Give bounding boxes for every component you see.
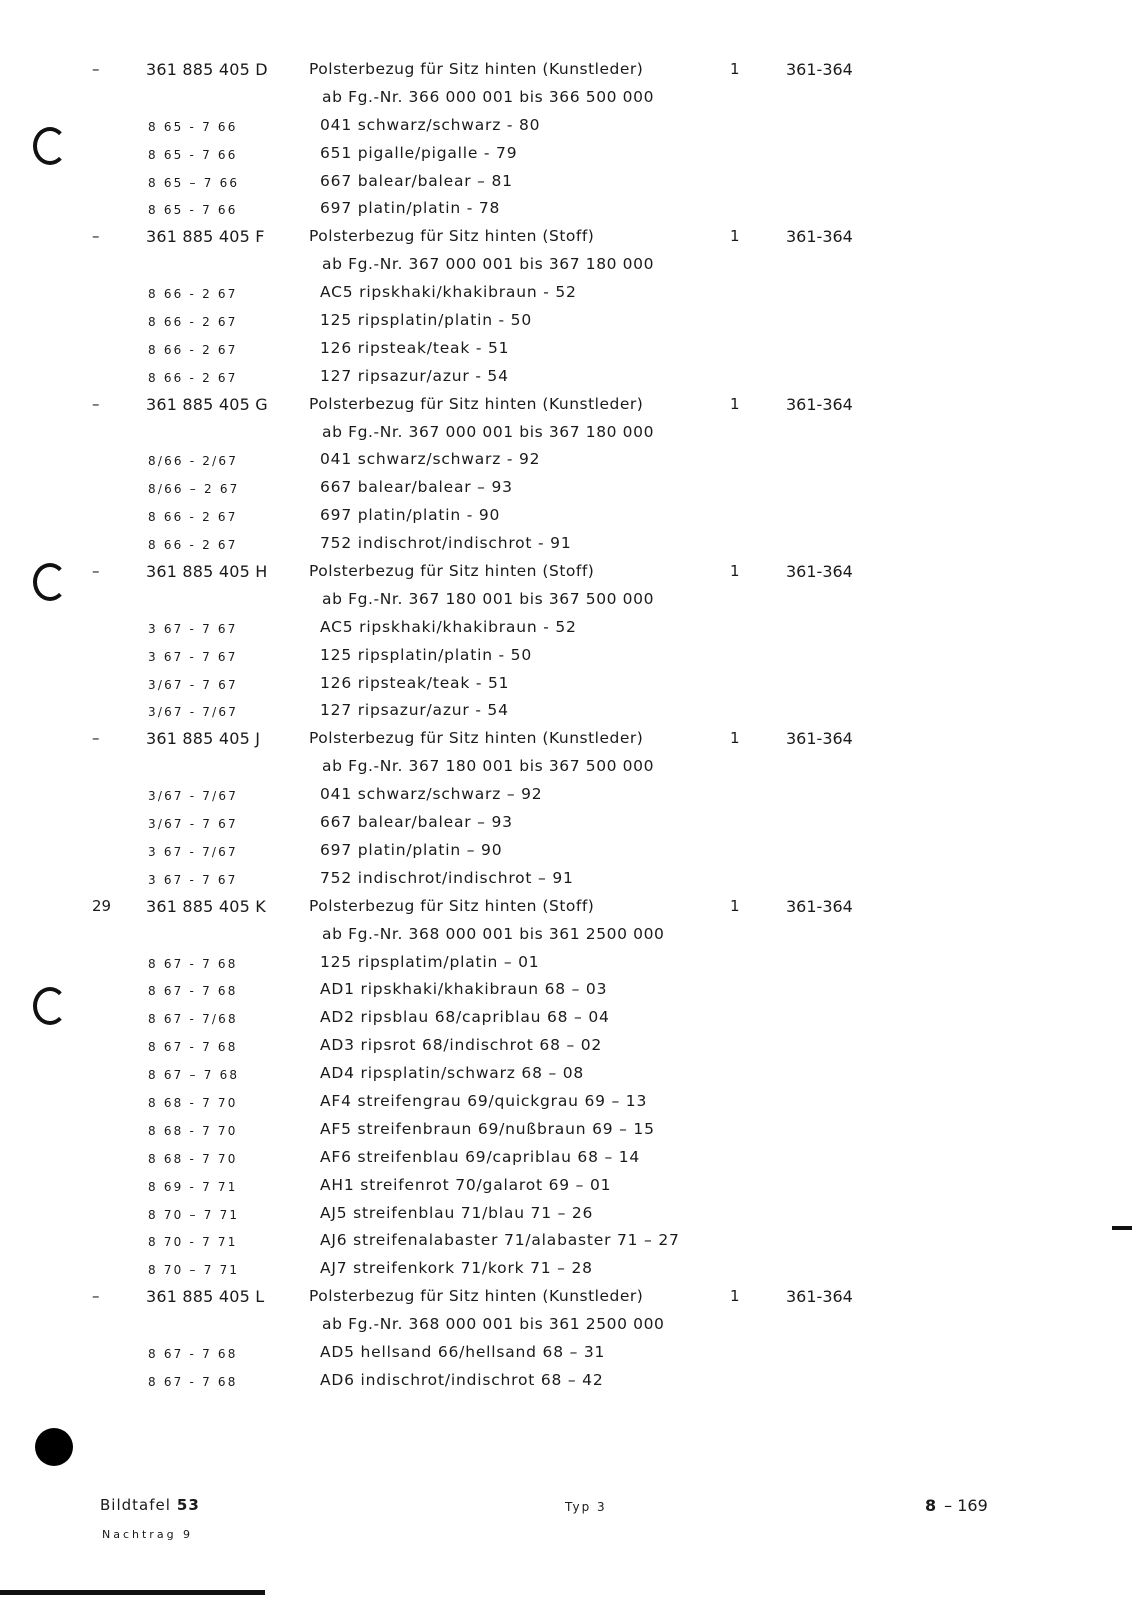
position-number: 29 [92, 896, 112, 915]
validity-date: 8 70 - 7 71 [148, 1235, 238, 1250]
quantity: 1 [730, 60, 740, 78]
color-variant: 697 platin/platin – 90 [320, 840, 503, 859]
part-number: 361 885 405 L [146, 1287, 265, 1307]
color-variant: 127 ripsazur/azur - 54 [320, 701, 509, 720]
color-variant: 041 schwarz/schwarz - 92 [320, 450, 541, 469]
chassis-range-row [0, 88, 1132, 116]
page-number [925, 1496, 988, 1515]
color-variant: AD2 ripsblau 68/capriblau 68 – 04 [320, 1008, 610, 1027]
validity-date: 3 67 - 7 67 [148, 649, 238, 664]
color-variant: AD1 ripskhaki/khakibraun 68 – 03 [320, 980, 608, 999]
color-variant-row [0, 618, 1132, 646]
validity-date: 3/67 - 7/67 [148, 789, 239, 804]
part-row [0, 729, 1132, 757]
validity-date: 8 67 - 7 68 [148, 956, 238, 971]
model-range: 361-364 [786, 60, 853, 79]
color-variant: 667 balear/balear – 93 [320, 813, 513, 832]
model-range: 361-364 [786, 394, 853, 414]
color-variant: AJ6 streifenalabaster 71/alabaster 71 – 27 [320, 1231, 680, 1250]
plate-label-text: Bildtafel [100, 1496, 171, 1514]
validity-date: 8 65 – 7 66 [148, 175, 240, 190]
color-variant: AJ7 streifenkork 71/kork 71 – 28 [320, 1259, 593, 1278]
part-description: Polsterbezug für Sitz hinten (Stoff) [309, 227, 595, 246]
color-variant-row [0, 701, 1132, 729]
quantity: 1 [730, 394, 740, 413]
color-variant: 126 ripsteak/teak - 51 [320, 673, 510, 692]
validity-date: 8/66 – 2 67 [148, 482, 240, 497]
color-variant: AC5 ripskhaki/khakibraun - 52 [320, 617, 577, 636]
color-variant-row [0, 869, 1132, 897]
color-variant-row [0, 478, 1132, 506]
chassis-range: ab Fg.-Nr. 368 000 001 bis 361 2500 000 [322, 1315, 665, 1334]
color-variant: 752 indischrot/indischrot – 91 [320, 868, 574, 887]
plate-number: 53 [176, 1496, 200, 1514]
model-range: 361-364 [786, 896, 853, 916]
position-number: – [92, 60, 100, 78]
color-variant-row [0, 813, 1132, 841]
validity-date: 8 66 - 2 67 [148, 287, 238, 302]
color-variant-row [0, 172, 1132, 200]
color-variant: AJ5 streifenblau 71/blau 71 – 26 [320, 1203, 594, 1222]
color-variant: 125 ripsplatin/platin - 50 [320, 645, 532, 664]
validity-date: 8 68 - 7 70 [148, 1151, 238, 1166]
validity-date: 3 67 - 7 67 [148, 621, 238, 636]
color-variant: 041 schwarz/schwarz - 80 [320, 115, 541, 134]
chassis-range: ab Fg.-Nr. 367 180 001 bis 367 500 000 [322, 589, 655, 608]
quantity: 1 [730, 1287, 740, 1306]
quantity: 1 [730, 227, 740, 246]
validity-date: 8 66 - 2 67 [148, 342, 238, 357]
position-number: – [92, 394, 100, 413]
chassis-range-row [0, 757, 1132, 785]
validity-date: 8 66 - 2 67 [148, 315, 238, 330]
model-range: 361-364 [786, 1287, 853, 1307]
color-variant-row [0, 367, 1132, 395]
color-variant-row [0, 953, 1132, 981]
color-variant: AF4 streifengrau 69/quickgrau 69 – 13 [320, 1091, 648, 1110]
part-description: Polsterbezug für Sitz hinten (Kunstleder) [309, 729, 644, 748]
validity-date: 8 67 - 7 68 [148, 1346, 238, 1361]
plate-label [100, 1496, 200, 1514]
part-number: 361 885 405 J [146, 729, 261, 749]
position-number: – [92, 227, 100, 246]
part-number: 361 885 405 H [146, 562, 268, 582]
validity-date: 8 67 - 7/68 [148, 1012, 238, 1027]
validity-date: 8 67 – 7 68 [148, 1068, 240, 1083]
chassis-range-row [0, 423, 1132, 451]
color-variant-row [0, 339, 1132, 367]
part-row [0, 562, 1132, 590]
chassis-range-row [0, 1315, 1132, 1343]
color-variant-row [0, 450, 1132, 478]
punch-hole-dot [35, 1428, 73, 1466]
validity-date: 3/67 - 7 67 [148, 817, 238, 832]
color-variant-row [0, 199, 1132, 227]
part-description: Polsterbezug für Sitz hinten (Stoff) [309, 562, 595, 581]
position-number: – [92, 1287, 100, 1306]
color-variant: 126 ripsteak/teak - 51 [320, 338, 510, 357]
color-variant: AH1 streifenrot 70/galarot 69 – 01 [320, 1175, 612, 1194]
part-row [0, 897, 1132, 925]
color-variant: 697 platin/platin - 90 [320, 506, 501, 525]
color-variant-row [0, 1176, 1132, 1204]
validity-date: 8 66 - 2 67 [148, 370, 238, 385]
color-variant-row [0, 785, 1132, 813]
color-variant-row [0, 646, 1132, 674]
color-variant: 127 ripsazur/azur - 54 [320, 366, 509, 385]
color-variant-row [0, 1092, 1132, 1120]
validity-date: 8 67 - 7 68 [148, 1040, 238, 1055]
type-label: Typ 3 [565, 1500, 607, 1514]
color-variant: 125 ripsplatim/platin – 01 [320, 952, 540, 971]
color-variant-row [0, 980, 1132, 1008]
chassis-range-row [0, 255, 1132, 283]
part-description: Polsterbezug für Sitz hinten (Stoff) [309, 896, 595, 915]
color-variant-row [0, 1064, 1132, 1092]
color-variant-row [0, 311, 1132, 339]
scan-edge-bar [0, 1590, 265, 1595]
quantity: 1 [730, 729, 740, 748]
chassis-range: ab Fg.-Nr. 367 000 001 bis 367 180 000 [322, 255, 655, 274]
part-description: Polsterbezug für Sitz hinten (Kunstleder) [309, 60, 644, 78]
supplement-label: Nachtrag 9 [102, 1528, 194, 1541]
validity-date: 8 67 - 7 68 [148, 984, 238, 999]
quantity: 1 [730, 896, 740, 915]
color-variant-row [0, 1371, 1132, 1399]
validity-date: 8 66 - 2 67 [148, 538, 238, 553]
color-variant: AC5 ripskhaki/khakibraun - 52 [320, 283, 577, 302]
validity-date: 8 68 - 7 70 [148, 1095, 238, 1110]
validity-date: 8 65 - 7 66 [148, 147, 238, 162]
color-variant: 697 platin/platin - 78 [320, 199, 501, 218]
part-description: Polsterbezug für Sitz hinten (Kunstleder) [309, 394, 644, 413]
validity-date: 8 67 - 7 68 [148, 1374, 238, 1389]
color-variant-row [0, 1231, 1132, 1259]
position-number: – [92, 562, 100, 581]
validity-date: 3/67 - 7/67 [148, 705, 239, 720]
color-variant: 667 balear/balear – 81 [320, 171, 513, 190]
color-variant-row [0, 1343, 1132, 1371]
part-number: 361 885 405 F [146, 227, 265, 247]
color-variant: AD6 indischrot/indischrot 68 – 42 [320, 1370, 604, 1389]
chassis-range: ab Fg.-Nr. 367 000 001 bis 367 180 000 [322, 422, 655, 441]
position-number: – [92, 729, 100, 748]
part-row [0, 227, 1132, 255]
color-variant-row [0, 674, 1132, 702]
color-variant: AD4 ripsplatin/schwarz 68 – 08 [320, 1064, 585, 1083]
color-variant: AD3 ripsrot 68/indischrot 68 – 02 [320, 1036, 603, 1055]
chassis-range-row [0, 925, 1132, 953]
validity-date: 8/66 - 2/67 [148, 454, 239, 469]
color-variant-row [0, 144, 1132, 172]
color-variant-row [0, 841, 1132, 869]
part-row [0, 60, 1132, 88]
validity-date: 8 70 – 7 71 [148, 1207, 240, 1222]
validity-date: 8 65 - 7 66 [148, 203, 238, 218]
validity-date: 8 65 - 7 66 [148, 119, 238, 134]
parts-list [0, 60, 1132, 1399]
part-description: Polsterbezug für Sitz hinten (Kunstleder) [309, 1287, 644, 1306]
color-variant-row [0, 506, 1132, 534]
model-range: 361-364 [786, 729, 853, 749]
color-variant-row [0, 1008, 1132, 1036]
color-variant-row [0, 534, 1132, 562]
color-variant: 667 balear/balear – 93 [320, 478, 513, 497]
color-variant-row [0, 283, 1132, 311]
color-variant: 651 pigalle/pigalle - 79 [320, 143, 518, 162]
color-variant: 125 ripsplatin/platin - 50 [320, 311, 532, 330]
part-row [0, 395, 1132, 423]
color-variant: 752 indischrot/indischrot - 91 [320, 534, 572, 553]
color-variant: AD5 hellsand 66/hellsand 68 – 31 [320, 1342, 606, 1361]
part-number: 361 885 405 G [146, 394, 268, 414]
validity-date: 8 70 – 7 71 [148, 1263, 240, 1278]
chassis-range: ab Fg.-Nr. 368 000 001 bis 361 2500 000 [322, 924, 665, 943]
color-variant: AF6 streifenblau 69/capriblau 68 – 14 [320, 1147, 641, 1166]
validity-date: 3 67 - 7/67 [148, 844, 238, 859]
chassis-range: ab Fg.-Nr. 366 000 001 bis 366 500 000 [322, 87, 655, 106]
color-variant-row [0, 116, 1132, 144]
color-variant: AF5 streifenbraun 69/nußbraun 69 – 15 [320, 1119, 655, 1138]
part-number: 361 885 405 K [146, 896, 266, 916]
chassis-range: ab Fg.-Nr. 367 180 001 bis 367 500 000 [322, 757, 655, 776]
model-range: 361-364 [786, 227, 853, 247]
quantity: 1 [730, 562, 740, 581]
part-number: 361 885 405 D [146, 60, 268, 79]
validity-date: 8 66 - 2 67 [148, 510, 238, 525]
validity-date: 8 68 - 7 70 [148, 1123, 238, 1138]
color-variant-row [0, 1036, 1132, 1064]
model-range: 361-364 [786, 562, 853, 582]
section-number: 8 [925, 1496, 937, 1515]
chassis-range-row [0, 590, 1132, 618]
validity-date: 8 69 - 7 71 [148, 1179, 238, 1194]
color-variant-row [0, 1204, 1132, 1232]
color-variant-row [0, 1148, 1132, 1176]
color-variant-row [0, 1120, 1132, 1148]
color-variant-row [0, 1259, 1132, 1287]
validity-date: 3/67 - 7 67 [148, 677, 238, 692]
validity-date: 3 67 - 7 67 [148, 872, 238, 887]
page-number-text: – 169 [944, 1496, 988, 1515]
color-variant: 041 schwarz/schwarz – 92 [320, 785, 543, 804]
part-row [0, 1287, 1132, 1315]
